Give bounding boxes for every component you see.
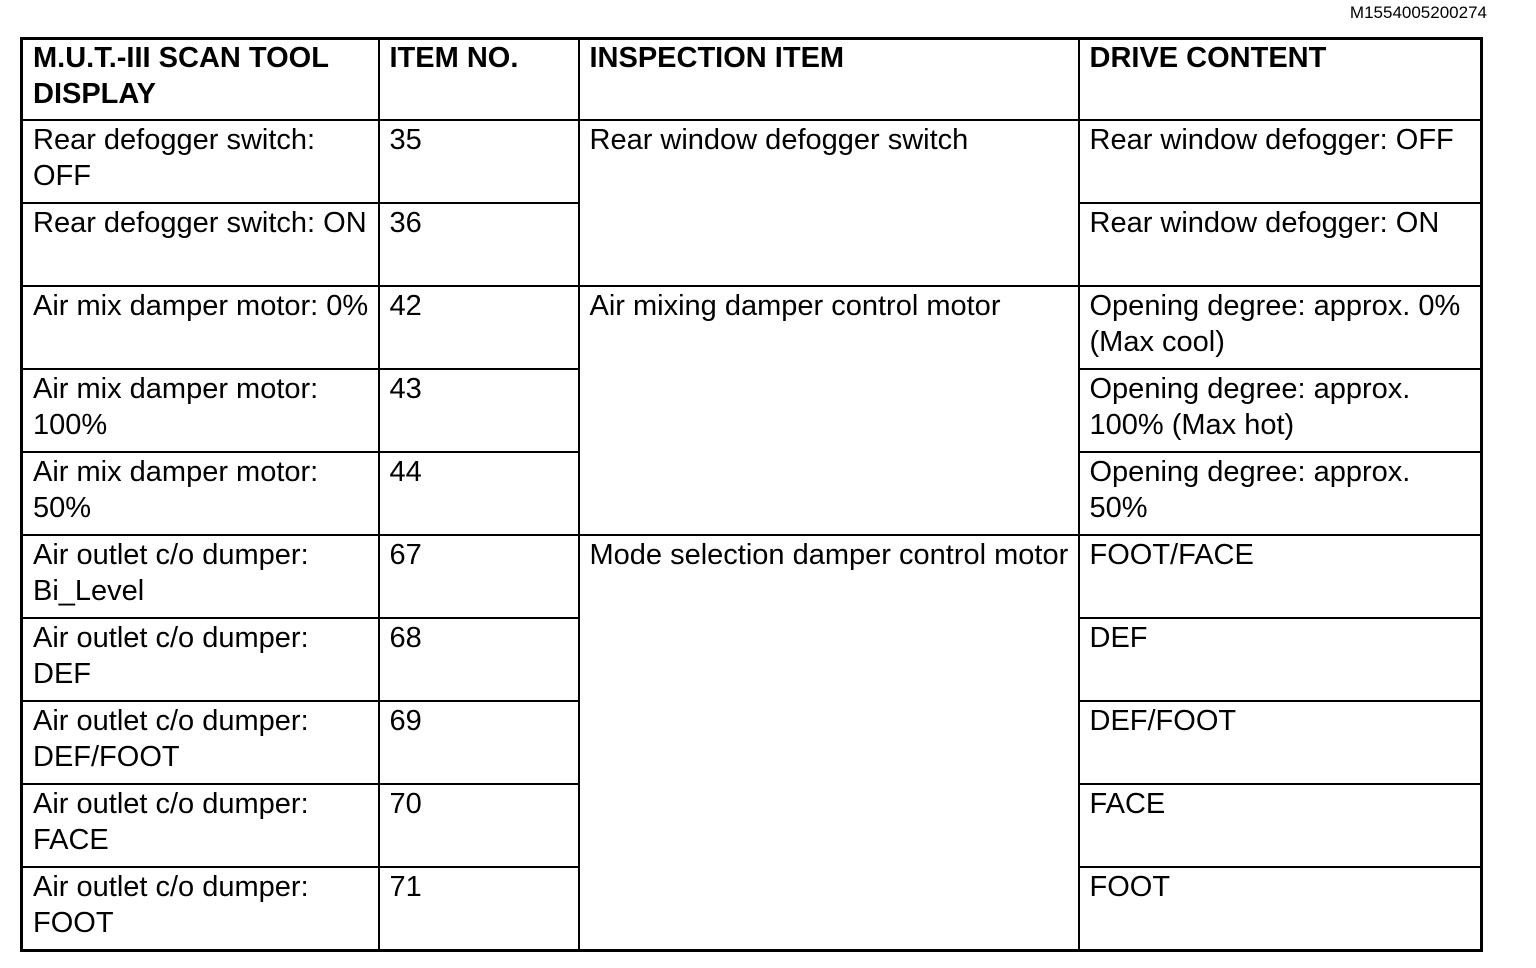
cell-display: Air outlet c/o dumper: Bi_Level [22, 535, 379, 618]
cell-drive-content: Opening degree: approx. 0% (Max cool) [1079, 286, 1482, 369]
header-drive-content: DRIVE CONTENT [1079, 39, 1482, 121]
cell-display: Air mix damper motor: 100% [22, 369, 379, 452]
cell-drive-content: FOOT/FACE [1079, 535, 1482, 618]
cell-item-no: 70 [379, 784, 579, 867]
table-row [22, 535, 1482, 618]
cell-item-no: 36 [379, 203, 579, 286]
header-inspection-item: INSPECTION ITEM [579, 39, 1079, 121]
cell-drive-content: Opening degree: approx. 100% (Max hot) [1079, 369, 1482, 452]
cell-drive-content: Opening degree: approx. 50% [1079, 452, 1482, 535]
cell-display: Air outlet c/o dumper: FACE [22, 784, 379, 867]
header-item-no: ITEM NO. [379, 39, 579, 121]
cell-item-no: 67 [379, 535, 579, 618]
cell-inspection-item: Air mixing damper control motor [579, 286, 1079, 535]
cell-inspection-item: Mode selection damper control motor [579, 535, 1079, 951]
cell-display: Air outlet c/o dumper: DEF/FOOT [22, 701, 379, 784]
document-id: M1554005200274 [1349, 3, 1487, 22]
cell-drive-content: DEF [1079, 618, 1482, 701]
cell-drive-content: Rear window defogger: OFF [1079, 120, 1482, 203]
cell-inspection-item: Rear window defogger switch [579, 120, 1079, 286]
cell-drive-content: FOOT [1079, 867, 1482, 951]
cell-drive-content: Rear window defogger: ON [1079, 203, 1482, 286]
cell-item-no: 35 [379, 120, 579, 203]
table-header-row [22, 39, 1482, 121]
cell-display: Rear defogger switch: OFF [22, 120, 379, 203]
cell-item-no: 71 [379, 867, 579, 951]
cell-item-no: 69 [379, 701, 579, 784]
cell-display: Air mix damper motor: 0% [22, 286, 379, 369]
cell-item-no: 42 [379, 286, 579, 369]
table-row [22, 120, 1482, 203]
cell-drive-content: DEF/FOOT [1079, 701, 1482, 784]
scan-tool-table [20, 37, 1483, 952]
header-display: M.U.T.-III SCAN TOOL DISPLAY [22, 39, 379, 121]
cell-drive-content: FACE [1079, 784, 1482, 867]
table-row [22, 286, 1482, 369]
cell-item-no: 44 [379, 452, 579, 535]
cell-display: Air outlet c/o dumper: DEF [22, 618, 379, 701]
cell-display: Air outlet c/o dumper: FOOT [22, 867, 379, 951]
cell-display: Rear defogger switch: ON [22, 203, 379, 286]
cell-item-no: 68 [379, 618, 579, 701]
cell-display: Air mix damper motor: 50% [22, 452, 379, 535]
cell-item-no: 43 [379, 369, 579, 452]
